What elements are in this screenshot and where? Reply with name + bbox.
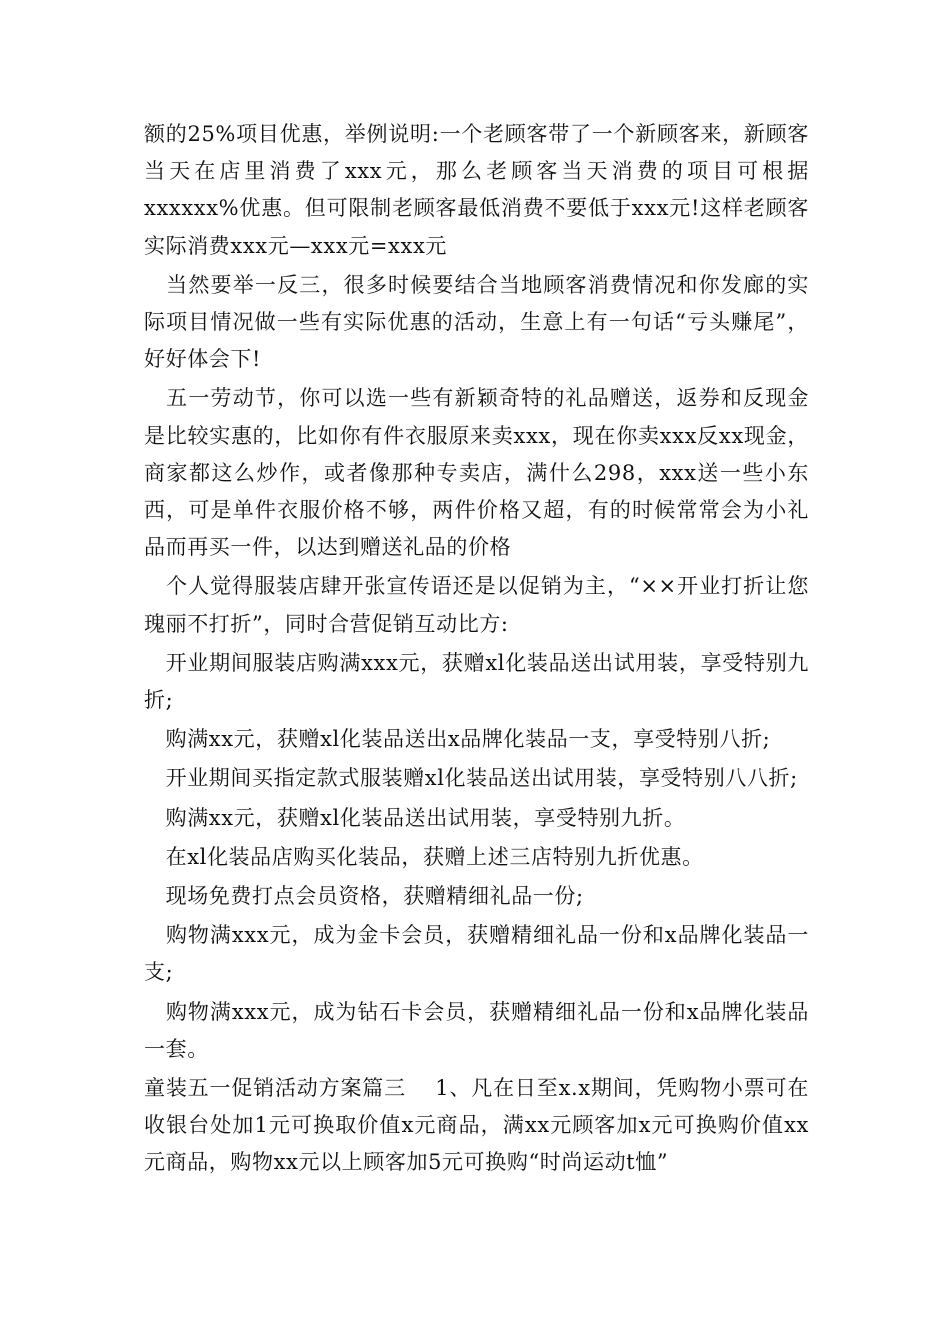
paragraph: 购满xx元，获赠xl化装品送出x品牌化装品一支，享受特别八折;	[144, 727, 771, 752]
paragraph: 额的25%项目优惠，举例说明:一个老顾客带了一个新顾客来，新顾客当天在店里消费了xxx元，那么老顾客当天消费的项目可根据xxxxxx%优惠。但可限制老顾客最低消费不要低于xxx元!这样老顾客实际消费xxx元—xxx元=xxx元	[144, 122, 809, 258]
paragraph: 开业期间买指定款式服装赠xl化装品送出试用装，享受特别八八折;	[144, 766, 798, 791]
paragraph: 个人觉得服装店肆开张宣传语还是以促销为主，“××开业打折让您瑰丽不打折”，同时合营促销互动比方:	[144, 574, 809, 636]
paragraph: 当然要举一反三，很多时候要结合当地顾客消费情况和你发廊的实际项目情况做一些有实际优惠的活动，生意上有一句话“亏头赚尾”，好好体会下!	[144, 272, 809, 372]
paragraph: 购物满xxx元，成为金卡会员，获赠精细礼品一份和x品牌化装品一支;	[144, 923, 809, 985]
document-body	[144, 116, 809, 1182]
paragraph: 五一劳动节，你可以选一些有新颖奇特的礼品赠送，返券和反现金是比较实惠的，比如你有件衣服原来卖xxx，现在你卖xxx反xx现金，商家都这么炒作，或者像那种专卖店，满什么298，xxx送一些小东西，可是单件衣服价格不够，两件价格又超，有的时候常常会为小礼品而再买一件，以达到赠送礼品的价格	[144, 386, 809, 560]
paragraph: 在xl化装品店购买化装品，获赠上述三店特别九折优惠。	[144, 844, 704, 869]
paragraph: 开业期间服装店购满xxx元，获赠xl化装品送出试用装，享受特别九折;	[144, 650, 809, 713]
paragraph: 购物满xxx元，成为钻石卡会员，获赠精细礼品一份和x品牌化装品一套。	[144, 999, 809, 1061]
paragraph: 童装五一促销活动方案篇三 1、凡在日至x.x期间，凭购物小票可在收银台处加1元可换取价值x元商品，满xx元顾客加x元可换购价值xx元商品，购物xx元以上顾客加5元可换购“时尚运动t恤”	[144, 1076, 809, 1175]
paragraph: 现场免费打点会员资格，获赠精细礼品一份;	[144, 884, 584, 909]
paragraph: 购满xx元，获赠xl化装品送出试用装，享受特别九折。	[144, 805, 686, 830]
